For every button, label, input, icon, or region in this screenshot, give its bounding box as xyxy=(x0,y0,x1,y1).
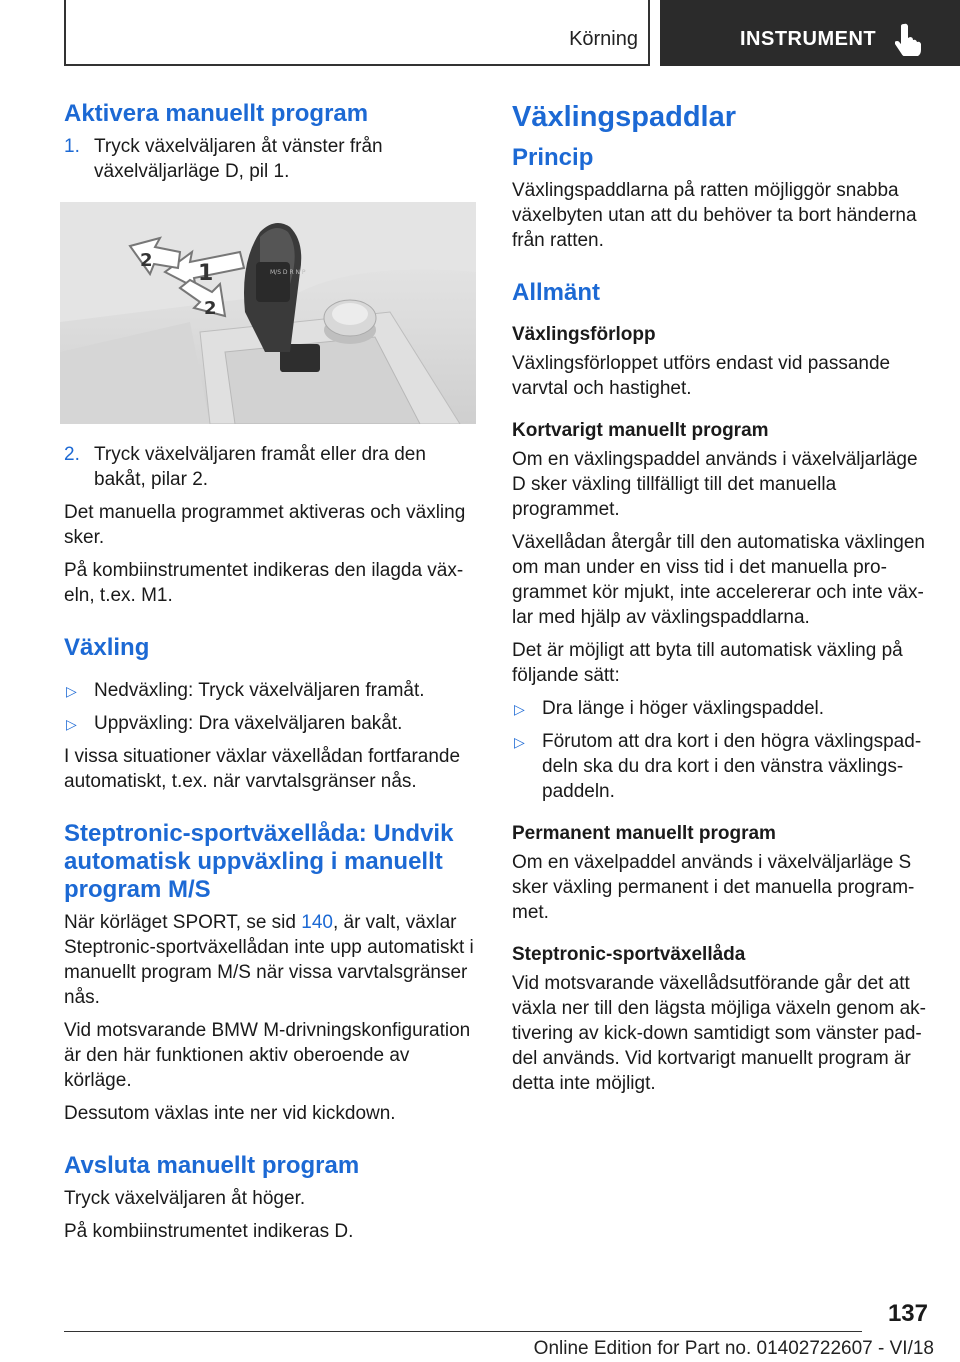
gear-selector-illustration xyxy=(60,202,476,424)
arrow-2-down-label: 2 xyxy=(204,298,217,319)
header-chapter-label: INSTRUMENT xyxy=(740,28,877,50)
header-underline xyxy=(64,64,650,66)
header-chapter-tab xyxy=(660,0,960,66)
bullet-arrow-icon: ▷ xyxy=(66,716,77,732)
heading-principle: Princip xyxy=(512,144,594,171)
heading-steptronic-avoid-upshift: Steptronic-sportväxellåda: Undvik automatisk uppväxling i manuellt program M/S xyxy=(64,820,454,903)
paragraph: Växellådan återgår till den automatiska växlingen om man under en viss tid i det manuella programmet kör mjukt, inte accelererar och inte växlar med hjälp av växlingspaddlarna. xyxy=(512,532,925,628)
step-number: 1. xyxy=(64,136,80,157)
bullet-arrow-icon: ▷ xyxy=(66,683,77,699)
paragraph: På kombiinstrumentet indikeras den ilagda växeln, t.ex. M1. xyxy=(64,560,464,606)
step-2 xyxy=(64,442,480,492)
paragraph: När körläget SPORT, se sid 140, är valt, växlar Steptronic-sportväxellådan inte upp automatiskt i manuellt program M/S när vissa varvtalsgränser nås. xyxy=(64,912,474,1008)
paragraph: Växlingsförloppet utförs endast vid passande varvtal och hastighet. xyxy=(512,353,891,399)
right-column xyxy=(512,100,932,1104)
header-section-title: Körning xyxy=(569,28,638,50)
bullet-arrow-icon: ▷ xyxy=(514,734,525,750)
paragraph: Tryck växelväljaren åt höger. xyxy=(64,1188,306,1209)
bullet-item xyxy=(512,696,932,721)
step-1 xyxy=(64,134,480,184)
header-left-border xyxy=(64,0,66,66)
header-divider xyxy=(648,0,650,66)
paragraph: Vid motsvarande BMW M-drivningskonfiguration är den här funktionen aktiv oberoende av körläge. xyxy=(64,1020,471,1091)
arrow-1-label: 1 xyxy=(198,261,214,286)
paragraph: Dessutom växlas inte ner vid kickdown. xyxy=(64,1103,396,1124)
paragraph: Om en växlingspaddel används i växelväljarläge D sker växling tillfälligt till det manuella programmet. xyxy=(512,449,918,520)
paragraph: Växlingspaddlarna på ratten möjliggör snabba växelbyten utan att du behöver ta bort händerna från ratten. xyxy=(512,180,917,251)
footer-rule xyxy=(64,1331,862,1332)
bullet-text: Dra länge i höger växlingspaddel. xyxy=(542,698,825,719)
heading-activate-manual: Aktivera manuellt program xyxy=(64,100,369,127)
subheading-short-manual: Kortvarigt manuellt program xyxy=(512,420,769,441)
arrow-2-up-label: 2 xyxy=(140,250,153,271)
subheading-steptronic-sport: Steptronic-sportväxellåda xyxy=(512,944,746,965)
subheading-permanent-manual: Permanent manuellt program xyxy=(512,823,776,844)
gear-selector-figure xyxy=(60,202,476,424)
paragraph: Vid motsvarande växellådsutförande går det att växla ner till den lägsta möjliga växeln genom aktivering av kick-down samtidigt som vänster paddel används. Vid kortvarigt manuellt program är detta inte möjligt. xyxy=(512,973,926,1094)
heading-shifting: Växling xyxy=(64,634,150,661)
footer-edition: Online Edition for Part no. 01402722607 - VI/18 xyxy=(533,1338,934,1359)
paragraph: Det manuella programmet aktiveras och växling sker. xyxy=(64,502,466,548)
pointing-hand-icon xyxy=(895,22,925,56)
bullet-text: Nedväxling: Tryck växelväljaren framåt. xyxy=(94,680,425,701)
page-reference-link[interactable]: 140 xyxy=(301,912,333,933)
heading-end-manual: Avsluta manuellt program xyxy=(64,1152,360,1179)
paragraph: Om en växelpaddel används i växelväljarläge S sker växling permanent i det manuella programmet. xyxy=(512,852,915,923)
left-column xyxy=(64,100,480,1252)
paragraph: I vissa situationer växlar växellådan fortfarande automatiskt, t.ex. när varvtalsgränser nås. xyxy=(64,746,461,792)
bullet-item xyxy=(64,711,480,736)
heading-shift-paddles: Växlingspaddlar xyxy=(512,101,737,133)
paragraph: Det är möjligt att byta till automatisk växling på följande sätt: xyxy=(512,640,903,686)
bullet-text: Uppväxling: Dra växelväljaren bakåt. xyxy=(94,713,403,734)
subheading-shift-sequence: Växlingsförlopp xyxy=(512,324,656,345)
step-text: Tryck växelväljaren framåt eller dra den bakåt, pilar 2. xyxy=(94,444,426,490)
heading-general: Allmänt xyxy=(512,279,601,306)
bullet-item xyxy=(512,729,932,804)
step-text: Tryck växelväljaren åt vänster från växelväljarläge D, pil 1. xyxy=(94,136,383,182)
bullet-text: Förutom att dra kort i den högra växlingspaddeln ska du dra kort i den vänstra växlingspaddeln. xyxy=(542,731,922,802)
bullet-item xyxy=(64,678,480,703)
step-number: 2. xyxy=(64,444,80,465)
shift-pattern-text: M/S D R N P xyxy=(270,269,306,276)
paragraph: På kombiinstrumentet indikeras D. xyxy=(64,1221,354,1242)
page-number: 137 xyxy=(887,1300,928,1327)
bullet-arrow-icon: ▷ xyxy=(514,701,525,717)
